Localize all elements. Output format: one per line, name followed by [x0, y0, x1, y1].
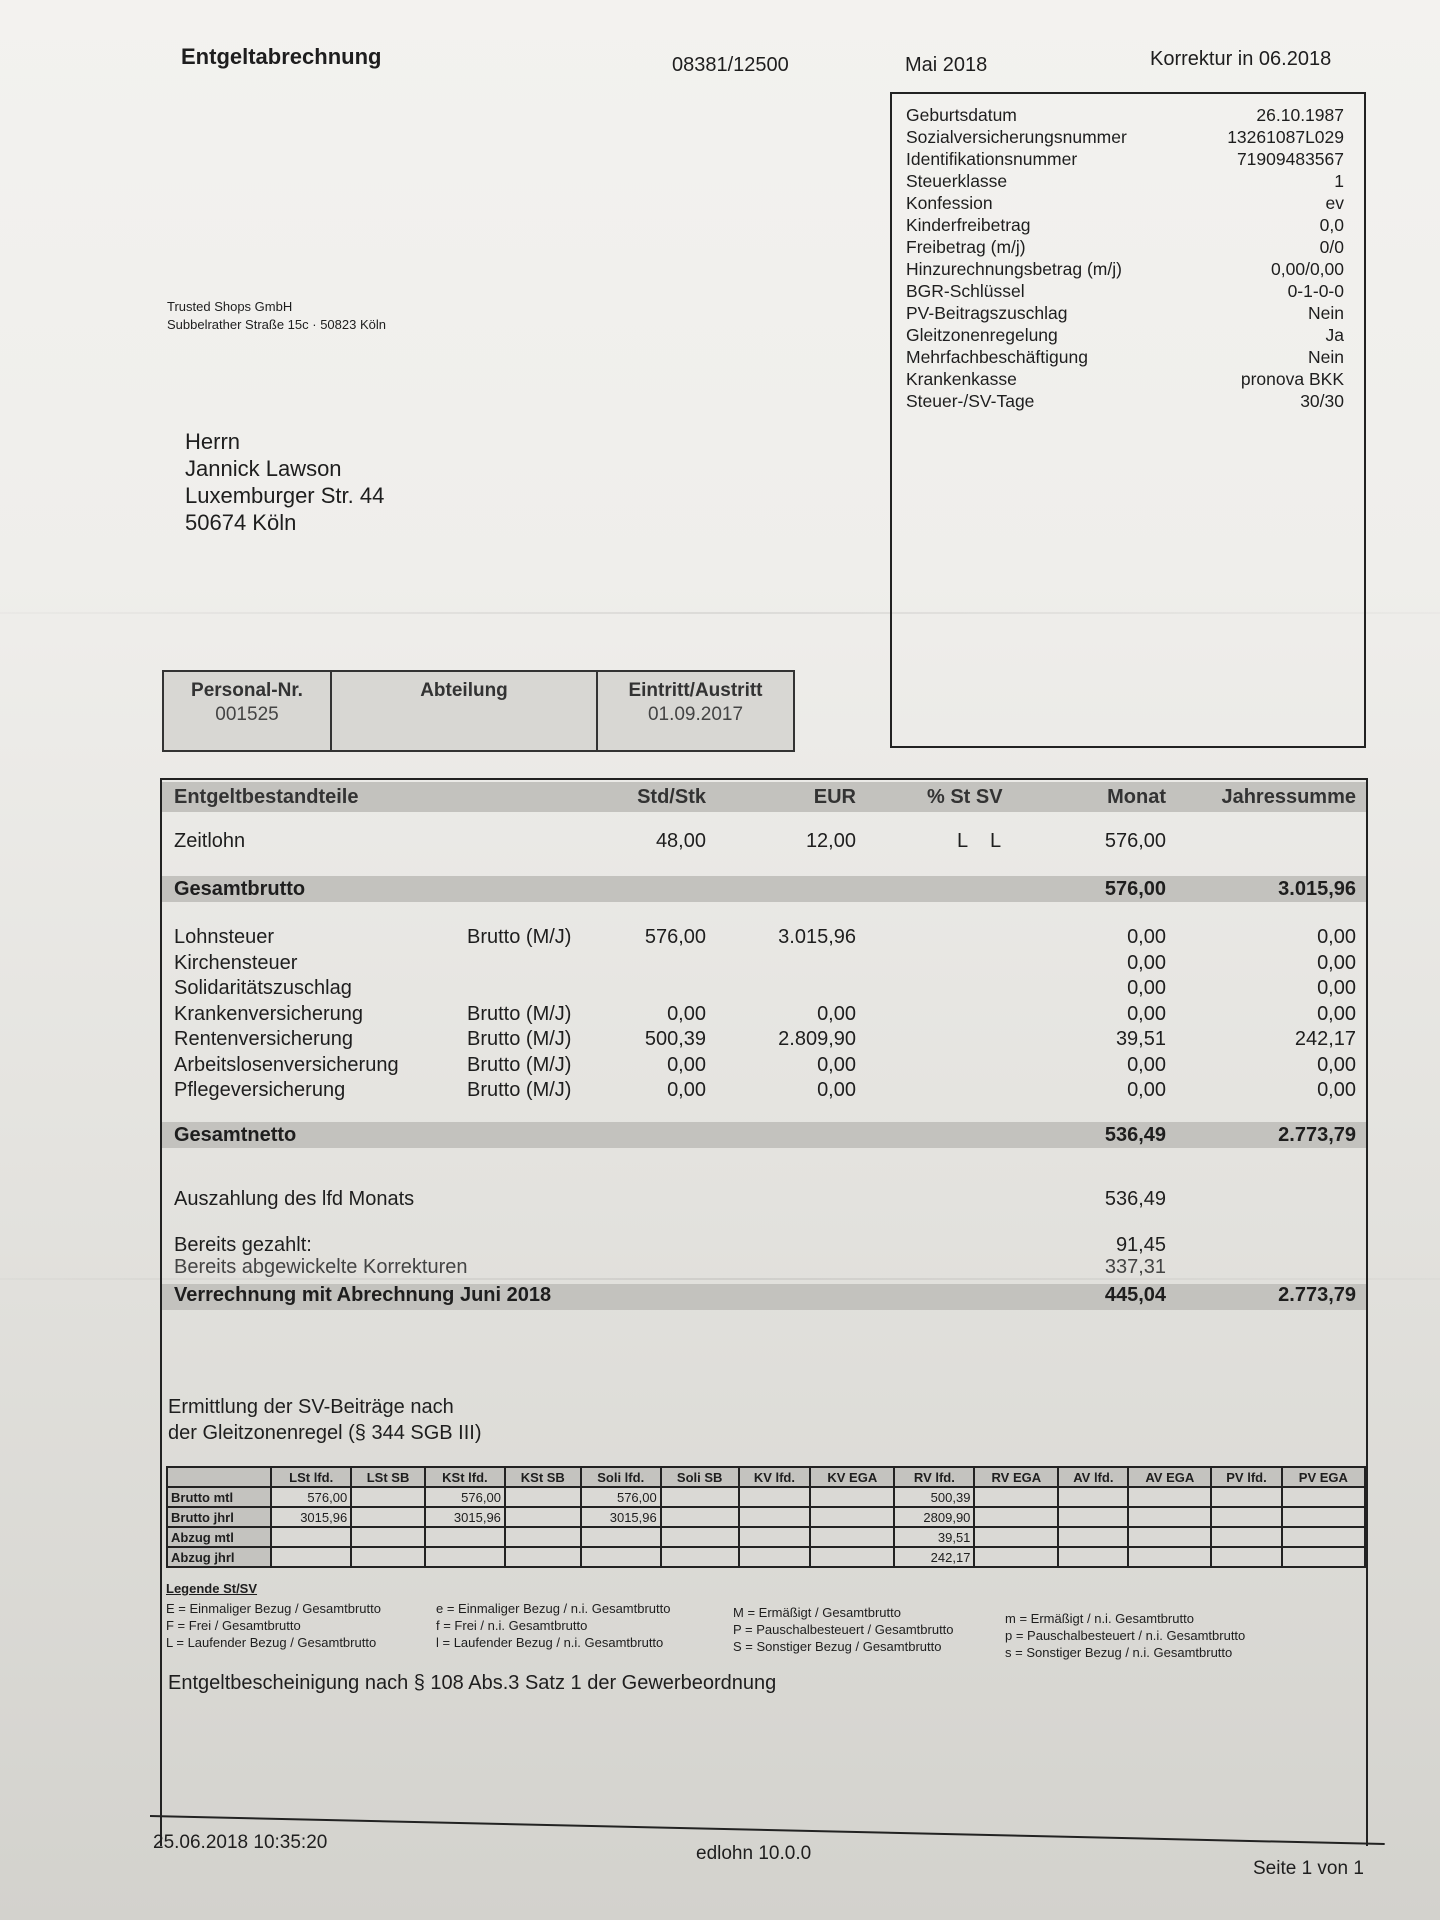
payout-corrections-row: [162, 1256, 1366, 1282]
deduction-monat: 0,00: [1127, 977, 1166, 999]
info-row: [906, 104, 1344, 126]
payout-current-value: 536,49: [1104, 1188, 1166, 1210]
info-value: 30/30: [1300, 391, 1344, 411]
sv-cell: 576,00: [425, 1487, 505, 1507]
sv-cell: [1282, 1547, 1365, 1567]
recipient-salutation: Herrn: [185, 429, 241, 454]
sv-cell: 500,39: [894, 1487, 974, 1507]
sv-row-label: Abzug jhrl: [167, 1547, 271, 1567]
deduction-row: [162, 952, 1366, 978]
deduction-gross-year: 3.015,96: [778, 926, 856, 948]
earning-eur: 12,00: [805, 830, 856, 852]
deduction-label: Krankenversicherung: [174, 1002, 363, 1025]
info-label: Konfession: [906, 193, 993, 213]
info-label: Krankenkasse: [906, 369, 1017, 389]
personal-nr-cell: [164, 672, 330, 750]
deduction-monat: 0,00: [1127, 1002, 1166, 1025]
deduction-jahr: 0,00: [1317, 1079, 1356, 1101]
payout-offset-year: 2.773,79: [1278, 1284, 1356, 1306]
legend-entry: s = Sonstiger Bezug / n.i. Gesamtbrutto: [1005, 1645, 1233, 1660]
earnings-row-zeitlohn: [162, 830, 1366, 856]
info-row: [906, 192, 1344, 214]
legend-col-1: [166, 1600, 381, 1651]
sv-column-header: RV lfd.: [894, 1467, 974, 1487]
sv-cell: [1282, 1487, 1365, 1507]
department-label: Abteilung: [420, 680, 508, 701]
payout-offset-label: Verrechnung mit Abrechnung Juni 2018: [174, 1284, 552, 1306]
deduction-row: [162, 1054, 1366, 1080]
info-label: Mehrfachbeschäftigung: [906, 347, 1088, 367]
info-value: Nein: [1308, 347, 1344, 367]
sv-cell: [739, 1527, 811, 1547]
deduction-gross-month: 0,00: [667, 1053, 706, 1076]
sv-cell: [581, 1527, 661, 1547]
sv-cell: [974, 1527, 1058, 1547]
info-row: [906, 368, 1344, 390]
sv-cell: [739, 1487, 811, 1507]
info-value: 0-1-0-0: [1287, 281, 1344, 301]
deduction-jahr: 0,00: [1317, 951, 1356, 974]
deduction-row: [162, 1028, 1366, 1054]
sv-column-header: [167, 1467, 271, 1487]
deduction-gross-month: 576,00: [644, 926, 706, 948]
document-title: Entgeltabrechnung: [181, 44, 382, 69]
payout-paid-value: 91,45: [1115, 1234, 1166, 1256]
col-monat: Monat: [1107, 786, 1166, 808]
info-row: [906, 126, 1344, 148]
sender-company: Trusted Shops GmbH: [167, 299, 293, 314]
info-label: Steuer-/SV-Tage: [906, 391, 1035, 411]
info-label: Freibetrag (m/j): [906, 237, 1026, 257]
deduction-basis: Brutto (M/J): [467, 1028, 572, 1050]
footer-software: edlohn 10.0.0: [696, 1843, 812, 1864]
gross-label: Gesamtbrutto: [174, 878, 306, 900]
sv-cell: 576,00: [271, 1487, 351, 1507]
deduction-label: Kirchensteuer: [174, 951, 298, 974]
deduction-row: [162, 977, 1366, 1003]
deduction-gross-year: 2.809,90: [778, 1028, 856, 1050]
sv-cell: [810, 1487, 894, 1507]
sv-cell: [810, 1527, 894, 1547]
info-label: Hinzurechnungsbetrag (m/j): [906, 259, 1122, 279]
info-label: Steuerklasse: [906, 171, 1008, 191]
legend-col-3: [733, 1604, 954, 1655]
legend: [166, 1580, 257, 1597]
payout-current-label: Auszahlung des lfd Monats: [174, 1188, 415, 1210]
reference-number: 08381/12500: [672, 54, 789, 76]
entry-exit-label: Eintritt/Austritt: [628, 680, 763, 701]
deduction-jahr: 0,00: [1317, 1053, 1356, 1076]
sv-cell: [351, 1547, 425, 1567]
sv-cell: [739, 1547, 811, 1567]
net-monat: 536,49: [1104, 1124, 1166, 1146]
info-label: Gleitzonenregelung: [906, 325, 1058, 345]
deduction-label: Lohnsteuer: [174, 926, 275, 948]
sv-cell: 576,00: [581, 1487, 661, 1507]
earnings-header-row: [162, 786, 1366, 812]
sv-cell: [974, 1507, 1058, 1527]
sv-cell: [351, 1527, 425, 1547]
legend-title: Legende St/SV: [166, 1581, 258, 1596]
sv-cell: [1128, 1547, 1211, 1567]
sv-cell: 242,17: [894, 1547, 974, 1567]
correction-note: Korrektur in 06.2018: [1150, 48, 1332, 70]
info-label: Kinderfreibetrag: [906, 215, 1031, 235]
certificate-note: Entgeltbescheinigung nach § 108 Abs.3 Satz 1 der Gewerbeordnung: [168, 1672, 777, 1694]
legend-col-2: [436, 1600, 670, 1651]
info-label: Geburtsdatum: [906, 105, 1017, 125]
sv-cell: [661, 1487, 739, 1507]
payout-current-row: [162, 1188, 1366, 1214]
sv-cell: [1128, 1507, 1211, 1527]
info-label: BGR-Schlüssel: [906, 281, 1025, 301]
sv-column-header: PV lfd.: [1211, 1467, 1282, 1487]
deduction-label: Solidaritätszuschlag: [174, 977, 352, 999]
sv-table-row: [167, 1527, 1365, 1547]
info-label: Identifikationsnummer: [906, 149, 1078, 169]
payout-corrections-label: Bereits abgewickelte Korrekturen: [174, 1256, 468, 1278]
sv-cell: 39,51: [894, 1527, 974, 1547]
sv-cell: [425, 1527, 505, 1547]
recipient-name: Jannick Lawson: [185, 456, 342, 481]
sv-cell: [271, 1547, 351, 1567]
sv-cell: [1058, 1507, 1128, 1527]
sv-cell: [661, 1527, 739, 1547]
info-row: [906, 324, 1344, 346]
sv-cell: [1282, 1507, 1365, 1527]
sv-contributions-table: [166, 1466, 1366, 1568]
sv-cell: 2809,90: [894, 1507, 974, 1527]
deduction-basis: Brutto (M/J): [467, 1079, 572, 1101]
sv-cell: 3015,96: [425, 1507, 505, 1527]
sv-cell: [1211, 1487, 1282, 1507]
info-row: [906, 148, 1344, 170]
sv-cell: [505, 1527, 581, 1547]
payout-corrections-value: 337,31: [1104, 1256, 1166, 1278]
sv-cell: [505, 1507, 581, 1527]
earning-st: L: [957, 830, 969, 852]
sender-street: Subbelrather Straße 15c · 50823 Köln: [167, 317, 386, 332]
legend-entry: M = Ermäßigt / Gesamtbrutto: [733, 1605, 901, 1620]
sv-cell: [351, 1507, 425, 1527]
sv-cell: [974, 1487, 1058, 1507]
sv-title-line2: der Gleitzonenregel (§ 344 SGB III): [168, 1422, 482, 1444]
deduction-monat: 0,00: [1127, 1053, 1166, 1076]
sv-cell: [739, 1507, 811, 1527]
deduction-basis: Brutto (M/J): [467, 1053, 572, 1076]
deduction-gross-month: 0,00: [667, 1079, 706, 1101]
legend-entry: F = Frei / Gesamtbrutto: [166, 1618, 301, 1633]
info-row: [906, 346, 1344, 368]
deduction-gross-year: 0,00: [817, 1053, 856, 1076]
sv-cell: [661, 1547, 739, 1567]
payout-offset-row: [162, 1284, 1366, 1310]
sv-table-row: [167, 1507, 1365, 1527]
sv-cell: 3015,96: [271, 1507, 351, 1527]
sv-cell: [1128, 1527, 1211, 1547]
deduction-gross-year: 0,00: [817, 1079, 856, 1101]
sv-row-label: Brutto mtl: [167, 1487, 271, 1507]
sv-column-header: AV lfd.: [1058, 1467, 1128, 1487]
info-value: Nein: [1308, 303, 1344, 323]
sv-cell: [581, 1547, 661, 1567]
earning-monat: 576,00: [1104, 830, 1166, 852]
deduction-label: Arbeitslosenversicherung: [174, 1053, 399, 1076]
legend-entry: E = Einmaliger Bezug / Gesamtbrutto: [166, 1601, 381, 1616]
deduction-monat: 0,00: [1127, 926, 1166, 948]
sv-section-title: [168, 1394, 482, 1446]
gross-jahr: 3.015,96: [1278, 878, 1356, 900]
sv-column-header: LSt SB: [351, 1467, 425, 1487]
sv-cell: [505, 1487, 581, 1507]
billing-period: Mai 2018: [905, 54, 988, 76]
sv-cell: [1058, 1547, 1128, 1567]
footer-timestamp: 25.06.2018 10:35:20: [153, 1832, 328, 1853]
sv-table-row: [167, 1547, 1365, 1567]
net-jahr: 2.773,79: [1278, 1124, 1356, 1146]
entry-exit-value: 01.09.2017: [647, 704, 744, 725]
department-cell: [330, 672, 596, 750]
sv-cell: [425, 1547, 505, 1567]
sv-cell: [810, 1507, 894, 1527]
sv-cell: [1282, 1527, 1365, 1547]
info-value: Ja: [1325, 325, 1344, 345]
info-row: [906, 236, 1344, 258]
deduction-jahr: 0,00: [1317, 926, 1356, 948]
legend-entry: L = Laufender Bezug / Gesamtbrutto: [166, 1635, 377, 1650]
info-row: [906, 258, 1344, 280]
payout-paid-label: Bereits gezahlt:: [174, 1234, 312, 1256]
legend-entry: P = Pauschalbesteuert / Gesamtbrutto: [733, 1622, 954, 1637]
payout-offset-value: 445,04: [1104, 1284, 1166, 1306]
info-value: 26.10.1987: [1256, 105, 1344, 125]
col-std-stk: Std/Stk: [637, 786, 706, 808]
deduction-label: Pflegeversicherung: [174, 1079, 346, 1101]
col-st-sv: % St SV: [927, 786, 1003, 808]
deduction-basis: Brutto (M/J): [467, 1002, 572, 1025]
deduction-row: [162, 1003, 1366, 1029]
legend-entry: l = Laufender Bezug / n.i. Gesamtbrutto: [436, 1635, 664, 1650]
legend-entry: e = Einmaliger Bezug / n.i. Gesamtbrutto: [436, 1601, 671, 1616]
deduction-label: Rentenversicherung: [174, 1028, 353, 1050]
info-label: Sozialversicherungsnummer: [906, 127, 1127, 147]
sv-column-header: KSt SB: [505, 1467, 581, 1487]
info-row: [906, 214, 1344, 236]
sv-column-header: LSt lfd.: [271, 1467, 351, 1487]
sv-cell: [351, 1487, 425, 1507]
info-value: 13261087L029: [1227, 127, 1344, 147]
sv-cell: [974, 1547, 1058, 1567]
footer-page-number: Seite 1 von 1: [1253, 1858, 1364, 1879]
sv-cell: [1058, 1487, 1128, 1507]
col-entgeltbestandteile: Entgeltbestandteile: [174, 786, 359, 808]
sv-column-header: RV EGA: [974, 1467, 1058, 1487]
sv-row-label: Brutto jhrl: [167, 1507, 271, 1527]
earning-label: Zeitlohn: [174, 830, 246, 852]
sv-column-header: KSt lfd.: [425, 1467, 505, 1487]
info-label: PV-Beitragszuschlag: [906, 303, 1068, 323]
sv-cell: [1211, 1527, 1282, 1547]
earning-sv: L: [990, 830, 1002, 852]
sv-column-header: PV EGA: [1282, 1467, 1365, 1487]
sv-cell: [810, 1547, 894, 1567]
personal-nr-value: 001525: [215, 704, 279, 725]
sv-column-header: Soli SB: [661, 1467, 739, 1487]
info-row: [906, 390, 1344, 412]
earning-std: 48,00: [655, 830, 706, 852]
deduction-monat: 39,51: [1115, 1028, 1166, 1050]
sv-cell: 3015,96: [581, 1507, 661, 1527]
net-label: Gesamtnetto: [174, 1124, 297, 1146]
deduction-basis: Brutto (M/J): [467, 926, 572, 948]
personnel-box: [162, 670, 795, 752]
sv-cell: [1128, 1487, 1211, 1507]
legend-col-4: [1005, 1610, 1245, 1661]
info-value: 1: [1334, 171, 1344, 191]
sv-cell: [271, 1527, 351, 1547]
info-value: 71909483567: [1236, 149, 1344, 169]
deduction-monat: 0,00: [1127, 1079, 1166, 1101]
sv-cell: [661, 1507, 739, 1527]
legend-entry: f = Frei / n.i. Gesamtbrutto: [436, 1618, 588, 1633]
info-value: pronova BKK: [1240, 369, 1344, 389]
legend-entry: m = Ermäßigt / n.i. Gesamtbrutto: [1005, 1611, 1194, 1626]
recipient-address: [185, 428, 384, 536]
sv-column-header: Soli lfd.: [581, 1467, 661, 1487]
sv-row-label: Abzug mtl: [167, 1527, 271, 1547]
deduction-jahr: 0,00: [1317, 1002, 1356, 1025]
col-eur: EUR: [813, 786, 856, 808]
info-value: 0/0: [1319, 237, 1344, 257]
sv-table-row: [167, 1487, 1365, 1507]
sv-title-line1: Ermittlung der SV-Beiträge nach: [168, 1396, 454, 1418]
recipient-city: 50674 Köln: [185, 510, 297, 535]
deduction-monat: 0,00: [1127, 951, 1166, 974]
gross-monat: 576,00: [1104, 878, 1166, 900]
legend-entry: S = Sonstiger Bezug / Gesamtbrutto: [733, 1639, 942, 1654]
recipient-street: Luxemburger Str. 44: [185, 483, 385, 508]
sv-table-header: [167, 1467, 1365, 1487]
sv-cell: [505, 1547, 581, 1567]
info-value: 0,00/0,00: [1271, 259, 1344, 279]
personal-nr-label: Personal-Nr.: [191, 680, 303, 701]
sv-cell: [1058, 1527, 1128, 1547]
deduction-jahr: 242,17: [1294, 1028, 1356, 1050]
deduction-row: [162, 926, 1366, 952]
deduction-gross-year: 0,00: [817, 1002, 856, 1025]
deduction-gross-month: 0,00: [667, 1002, 706, 1025]
gross-row: [162, 878, 1366, 904]
deduction-row: [162, 1079, 1366, 1105]
info-value: 0,0: [1319, 215, 1344, 235]
info-row: [906, 170, 1344, 192]
entry-exit-cell: [596, 672, 793, 750]
sv-column-header: KV lfd.: [739, 1467, 811, 1487]
sv-column-header: KV EGA: [810, 1467, 894, 1487]
col-jahressumme: Jahressumme: [1221, 786, 1356, 808]
legend-entry: p = Pauschalbesteuert / n.i. Gesamtbrutto: [1005, 1628, 1246, 1643]
sv-cell: [1211, 1507, 1282, 1527]
deduction-gross-month: 500,39: [644, 1028, 706, 1050]
net-row: [162, 1124, 1366, 1150]
sv-column-header: AV EGA: [1128, 1467, 1211, 1487]
info-row: [906, 280, 1344, 302]
info-row: [906, 302, 1344, 324]
info-value: ev: [1325, 193, 1344, 213]
sv-cell: [1211, 1547, 1282, 1567]
deduction-jahr: 0,00: [1317, 977, 1356, 999]
employee-info-box: [890, 92, 1366, 748]
sender-address: [167, 298, 386, 334]
